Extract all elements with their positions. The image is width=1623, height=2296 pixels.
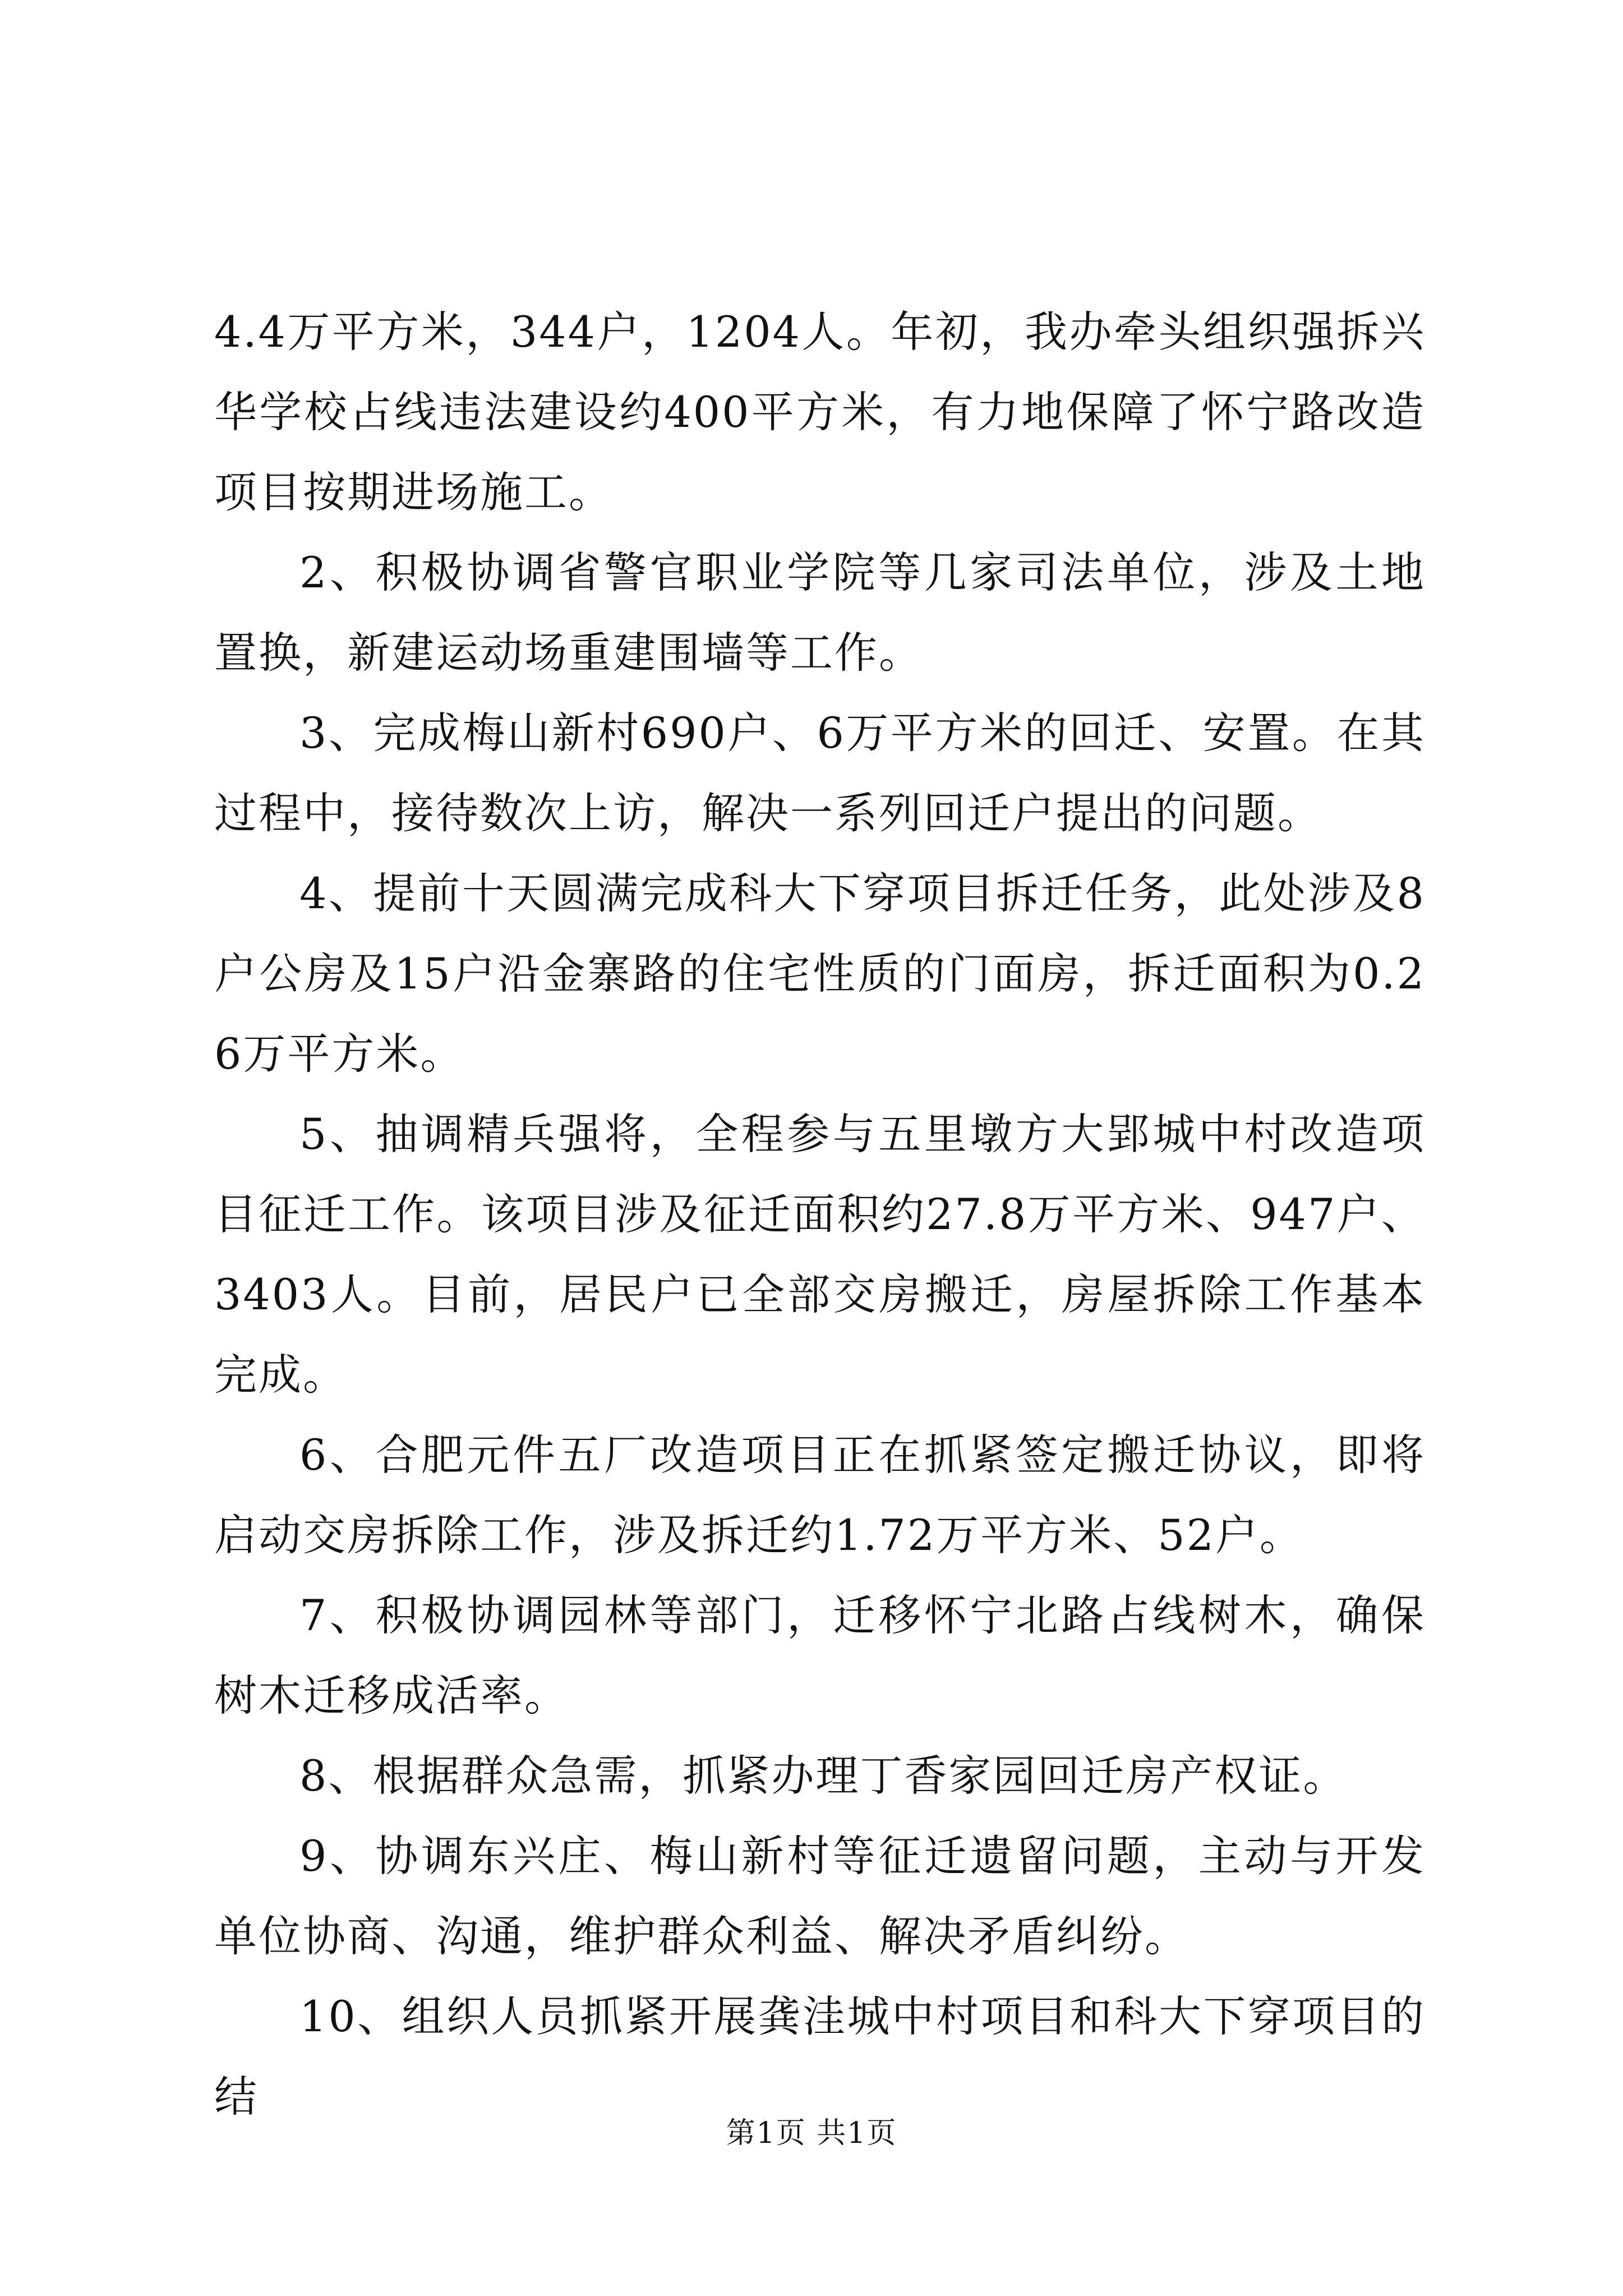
paragraph-4: 4、提前十天圆满完成科大下穿项目拆迁任务，此处涉及8户公房及15户沿金寨路的住宅性质的门面房，拆迁面积为0.26万平方米。 [214, 868, 1426, 1079]
paragraph-2: 2、积极协调省警官职业学院等几家司法单位，涉及土地置换，新建运动场重建围墙等工作。 [214, 547, 1426, 678]
paragraph-3: 3、完成梅山新村690户、6万平方米的回迁、安置。在其过程中，接待数次上访，解决一系列回迁户提出的问题。 [214, 708, 1426, 838]
paragraph-7: 7、积极协调园林等部门，迁移怀宁北路占线树木，确保树木迁移成活率。 [214, 1590, 1426, 1720]
paragraph-8: 8、根据群众急需，抓紧办理丁香家园回迁房产权证。 [299, 1751, 1348, 1801]
paragraph-9: 9、协调东兴庄、梅山新村等征迁遗留问题，主动与开发单位协商、沟通，维护群众利益、解决矛盾纠纷。 [214, 1831, 1426, 1961]
paragraph-6: 6、合肥元件五厂改造项目正在抓紧签定搬迁协议，即将启动交房拆除工作，涉及拆迁约1.72万平方米、52户。 [214, 1430, 1426, 1560]
page-footer: 第1页 共1页 [726, 2116, 897, 2150]
document-body [214, 292, 1426, 2137]
paragraph-1: 4.4万平方米，344户，1204人。年初，我办牵头组织强拆兴华学校占线违法建设约400平方米，有力地保障了怀宁路改造项目按期进场施工。 [214, 307, 1426, 517]
paragraph-10: 10、组织人员抓紧开展龚洼城中村项目和科大下穿项目的结 [214, 1991, 1426, 2122]
paragraph-5: 5、抽调精兵强将，全程参与五里墩方大郢城中村改造项目征迁工作。该项目涉及征迁面积约27.8万平方米、947户、3403人。目前，居民户已全部交房搬迁，房屋拆除工作基本完成。 [214, 1109, 1426, 1400]
